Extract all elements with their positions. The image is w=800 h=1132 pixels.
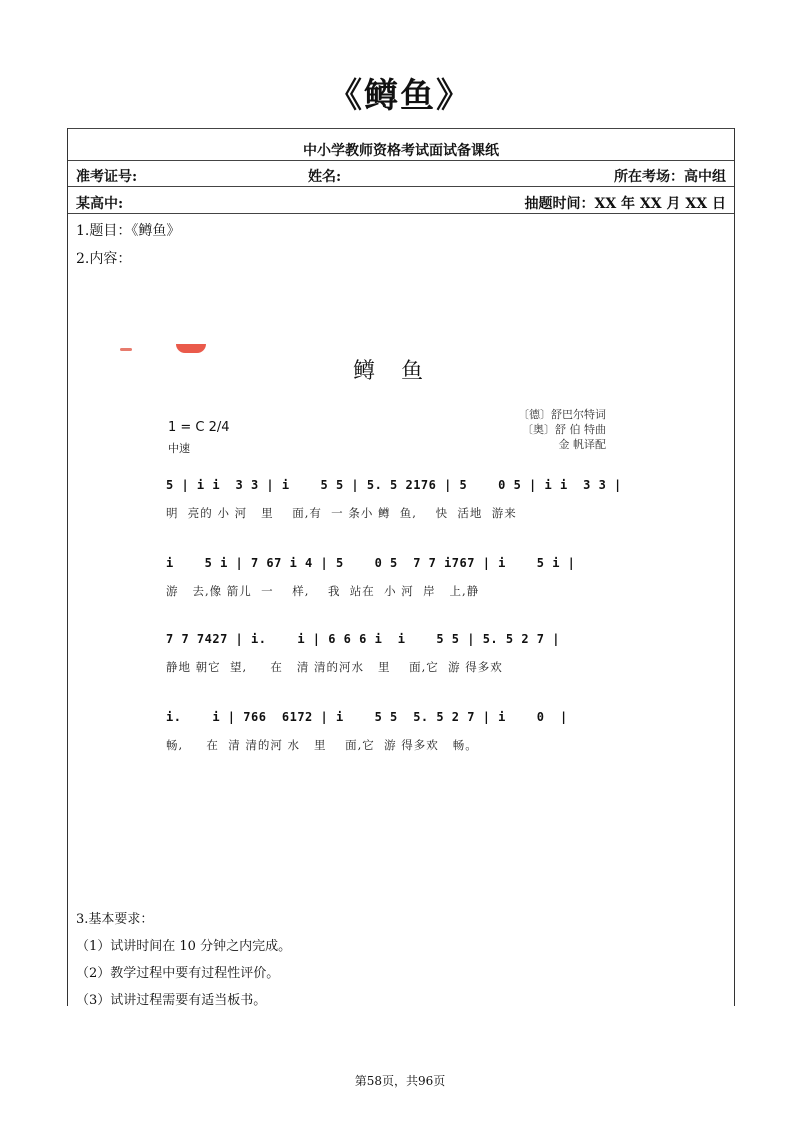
rule bbox=[68, 213, 734, 214]
name-label: 姓名: bbox=[308, 169, 342, 185]
school-label: 某高中: bbox=[76, 196, 124, 212]
decorative-mark bbox=[120, 348, 132, 351]
decorative-mark bbox=[176, 344, 206, 353]
candidate-info-row bbox=[76, 166, 726, 186]
requirements-label: 3.基本要求： bbox=[76, 912, 154, 927]
score-notes-line-2: i 5 i | 7 67 i 4 | 5 0 5 7 7 i767 | i 5 i | bbox=[166, 556, 576, 570]
score-lyrics-line-2: 游 去,像 箭儿 一 样, 我 站在 小 河 岸 上,静 bbox=[166, 584, 480, 598]
tempo-marking: 中速 bbox=[168, 442, 190, 455]
top-rule bbox=[68, 128, 734, 129]
exam-id-label: 准考证号: bbox=[76, 169, 138, 185]
score-notes-line-1: 5 | i i 3 3 | i 5 5 | 5. 5 2176 | 5 0 5 | i i 3 3 | bbox=[166, 478, 622, 492]
draw-time-label: 抽题时间：XX 年 XX 月 XX 日 bbox=[524, 196, 726, 212]
lesson-prep-sheet bbox=[67, 128, 735, 1006]
key-signature: 1 = C 2/4 bbox=[168, 420, 230, 435]
content-label: 2.内容： bbox=[76, 251, 132, 267]
translator-credit: 金 帆译配 bbox=[558, 438, 606, 451]
sheet-header: 中小学教师资格考试面试备课纸 bbox=[303, 143, 499, 159]
school-row bbox=[76, 193, 726, 213]
score-notes-line-3: 7 7 7427 | i. i | 6 6 6 i i 5 5 | 5. 5 2 7 | bbox=[166, 632, 560, 646]
rule bbox=[68, 160, 734, 161]
rule bbox=[68, 186, 734, 187]
score-lyrics-line-4: 畅, 在 清 清的河 水 里 面,它 游 得多欢 畅。 bbox=[166, 738, 478, 752]
composer-credit: 〔奥〕舒 伯 特曲 bbox=[522, 423, 606, 436]
song-title: 鳟鱼 bbox=[352, 359, 449, 384]
document-title: 《鳟鱼》 bbox=[328, 76, 472, 116]
page-footer: 第58页，共96页 bbox=[354, 1074, 446, 1088]
requirement-item: （3）试讲过程需要有适当板书。 bbox=[76, 993, 267, 1008]
requirement-item: （1）试讲时间在 10 分钟之内完成。 bbox=[76, 939, 292, 954]
requirement-item: （2）教学过程中要有过程性评价。 bbox=[76, 966, 280, 981]
score-notes-line-4: i. i | 766 6172 | i 5 5 5. 5 2 7 | i 0 | bbox=[166, 710, 568, 724]
venue-label: 所在考场：高中组 bbox=[614, 169, 726, 185]
topic-line: 1.题目：《鳟鱼》 bbox=[76, 223, 181, 239]
song-credits bbox=[518, 407, 606, 452]
score-lyrics-line-3: 静地 朝它 望, 在 清 清的河水 里 面,它 游 得多欢 bbox=[166, 660, 503, 674]
score-lyrics-line-1: 明 亮的 小 河 里 面,有 一 条小 鳟 鱼, 快 活地 游来 bbox=[166, 506, 517, 520]
lyricist-credit: 〔德〕舒巴尔特词 bbox=[518, 408, 606, 421]
